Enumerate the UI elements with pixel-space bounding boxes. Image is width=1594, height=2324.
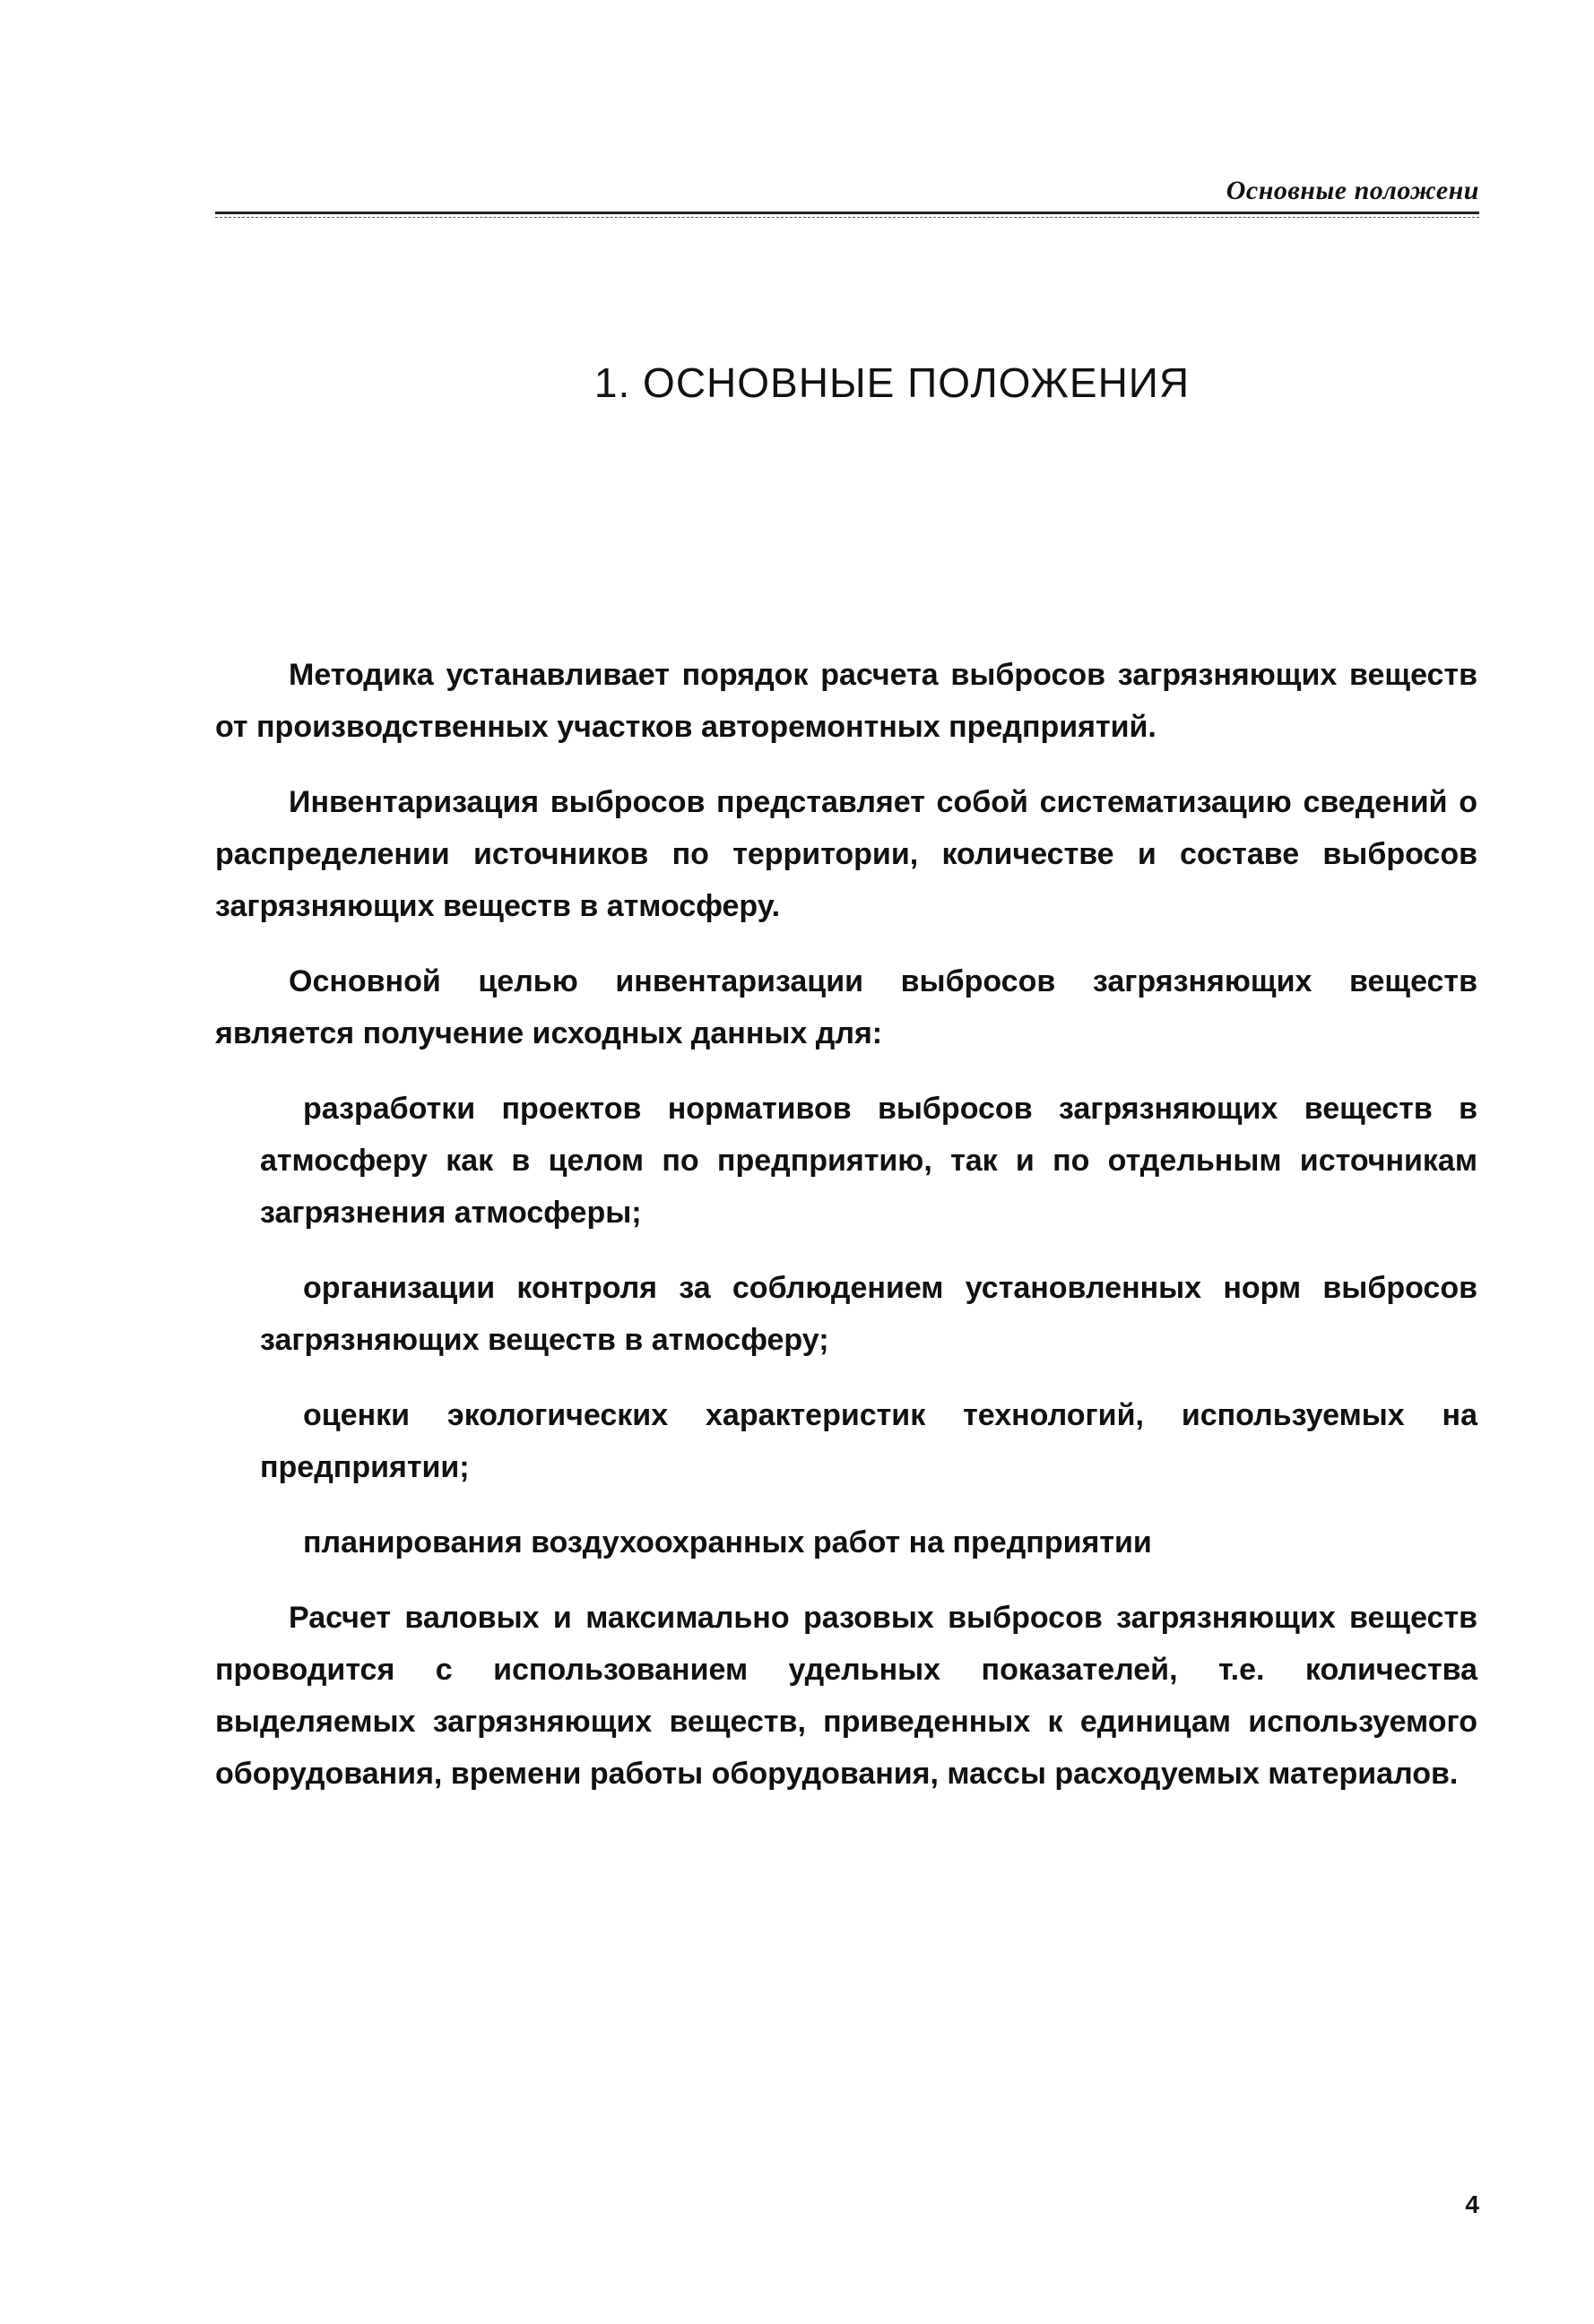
page-number: 4	[1465, 2190, 1479, 2218]
header-rule-dashed	[215, 217, 1479, 218]
chapter-title: 1. ОСНОВНЫЕ ПОЛОЖЕНИЯ	[593, 359, 1191, 406]
paragraph-inventory-goal: Основной целью инвентаризации выбросов загрязняющих веществ является получение исходных данных для:	[215, 964, 1477, 1050]
running-header: Основные положени	[1226, 176, 1479, 205]
list-item-standards: разработки проектов нормативов выбросов загрязняющих веществ в атмосферу как в целом по предприятию, так и по отдельным источникам загрязнения атмосферы;	[260, 1092, 1477, 1230]
list-item-planning: планирования воздухоохранных работ на предприятии	[303, 1525, 1152, 1559]
header-rule	[215, 212, 1479, 214]
list-item-assessment: оценки экологических характеристик технологий, используемых на предприятии;	[260, 1398, 1477, 1484]
list-item-control: организации контроля за соблюдением установленных норм выбросов загрязняющих веществ в атмосферу;	[260, 1271, 1477, 1357]
paragraph-calculation: Расчет валовых и максимально разовых выбросов загрязняющих веществ проводится с использованием удельных показателей, т.е. количества выделяемых загрязняющих веществ, приведенных к единицам используемого оборудования, времени работы оборудования, массы расходуемых материалов.	[215, 1601, 1477, 1791]
paragraph-intro: Методика устанавливает порядок расчета выбросов загрязняющих веществ от производственных участков авторемонтных предприятий.	[215, 658, 1477, 744]
document-body	[215, 649, 1477, 1823]
paragraph-inventory-definition: Инвентаризация выбросов представляет собой систематизацию сведений о распределении источников по территории, количестве и составе выбросов загрязняющих веществ в атмосферу.	[215, 785, 1477, 923]
